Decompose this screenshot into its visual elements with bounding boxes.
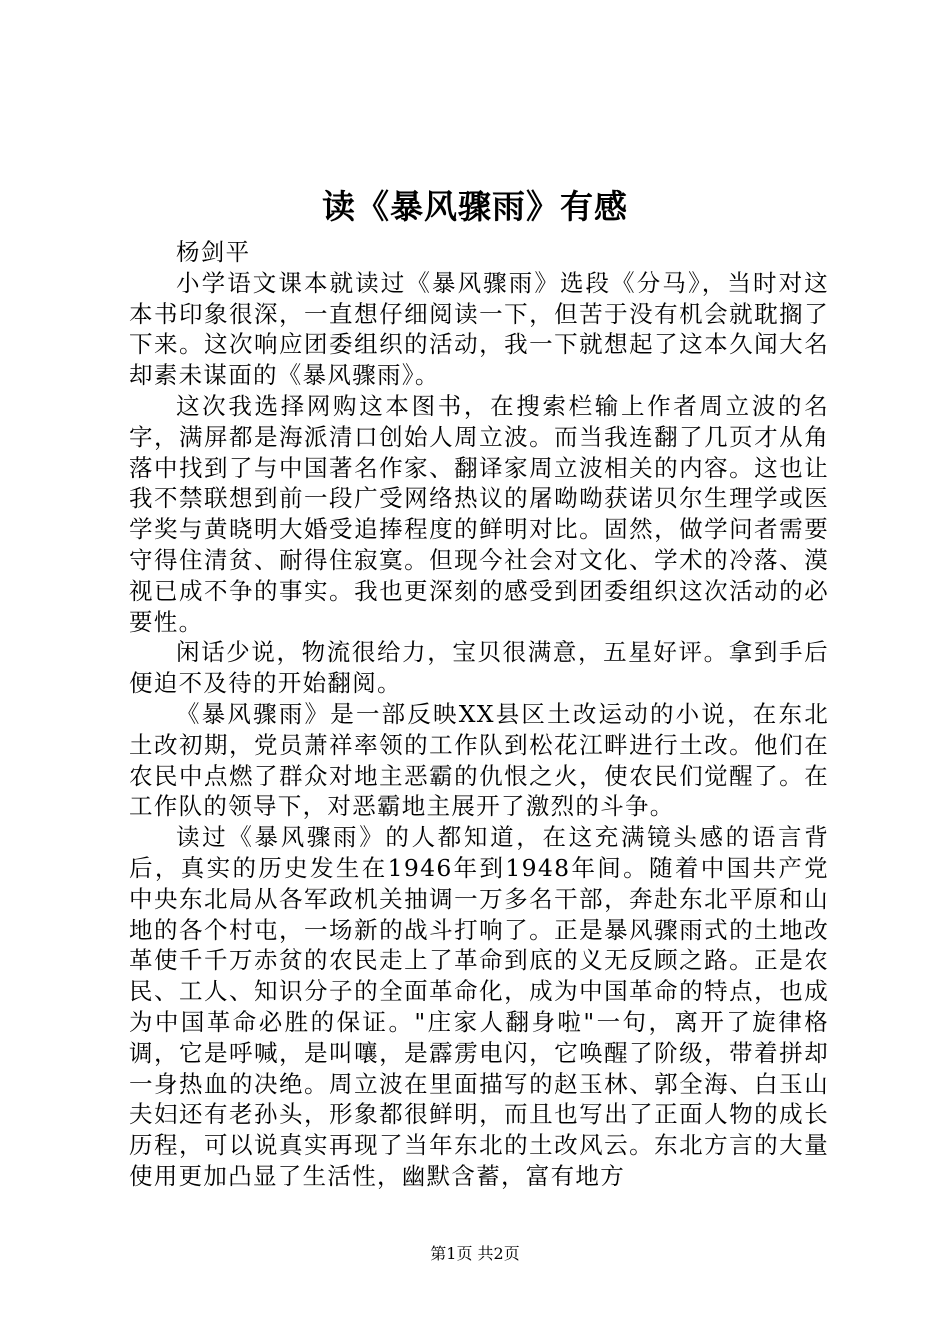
paragraph-5: 读过《暴风骤雨》的人都知道，在这充满镜头感的语言背后，真实的历史发生在1946年到1948年间。随着中国共产党中央东北局从各军政机关抽调一万多名干部，奔赴东北平原和山地的各个村屯，一场新的战斗打响了。正是暴风骤雨式的土地改革使千千万赤贫的农民走上了革命到底的义无反顾之路。正是农民、工人、知识分子的全面革命化，成为中国革命的特点，也成为中国革命必胜的保证。"庄家人翻身啦"一句，离开了旋律格调，它是呼喊，是叫嚷，是霹雳电闪，它唤醒了阶级，带着拼却一身热血的决绝。周立波在里面描写的赵玉林、郭全海、白玉山夫妇还有老孙头，形象都很鲜明，而且也写出了正面人物的成长历程，可以说真实再现了当年东北的土改风云。东北方言的大量使用更加凸显了生活性，幽默含蓄，富有地方 <box>129 823 829 1190</box>
paragraph-3: 闲话少说，物流很给力，宝贝很满意，五星好评。拿到手后便迫不及待的开始翻阅。 <box>129 638 829 698</box>
article-body <box>129 237 829 1192</box>
paragraph-1: 小学语文课本就读过《暴风骤雨》选段《分马》，当时对这本书印象很深，一直想仔细阅读一下，但苦于没有机会就耽搁了下来。这次响应团委组织的活动，我一下就想起了这本久闻大名却素未谋面的《暴风骤雨》。 <box>129 268 829 390</box>
page-number: 第1页 共2页 <box>430 1244 520 1263</box>
paragraph-4: 《暴风骤雨》是一部反映XX县区土改运动的小说，在东北土改初期，党员萧祥率领的工作队到松花江畔进行土改。他们在农民中点燃了群众对地主恶霸的仇恨之火，使农民们觉醒了。在工作队的领导下，对恶霸地主展开了激烈的斗争。 <box>129 699 829 821</box>
page-footer <box>0 1243 950 1265</box>
page-title: 读《暴风骤雨》有感 <box>322 187 628 226</box>
paragraph-2: 这次我选择网购这本图书，在搜索栏输上作者周立波的名字，满屏都是海派清口创始人周立波。而当我连翻了几页才从角落中找到了与中国著名作家、翻译家周立波相关的内容。这也让我不禁联想到前一段广受网络热议的屠呦呦获诺贝尔生理学或医学奖与黄晓明大婚受追捧程度的鲜明对比。固然，做学问者需要守得住清贫、耐得住寂寞。但现今社会对文化、学术的冷落、漠视已成不争的事实。我也更深刻的感受到团委组织这次活动的必要性。 <box>129 391 829 636</box>
author-name: 杨剑平 <box>176 238 251 266</box>
